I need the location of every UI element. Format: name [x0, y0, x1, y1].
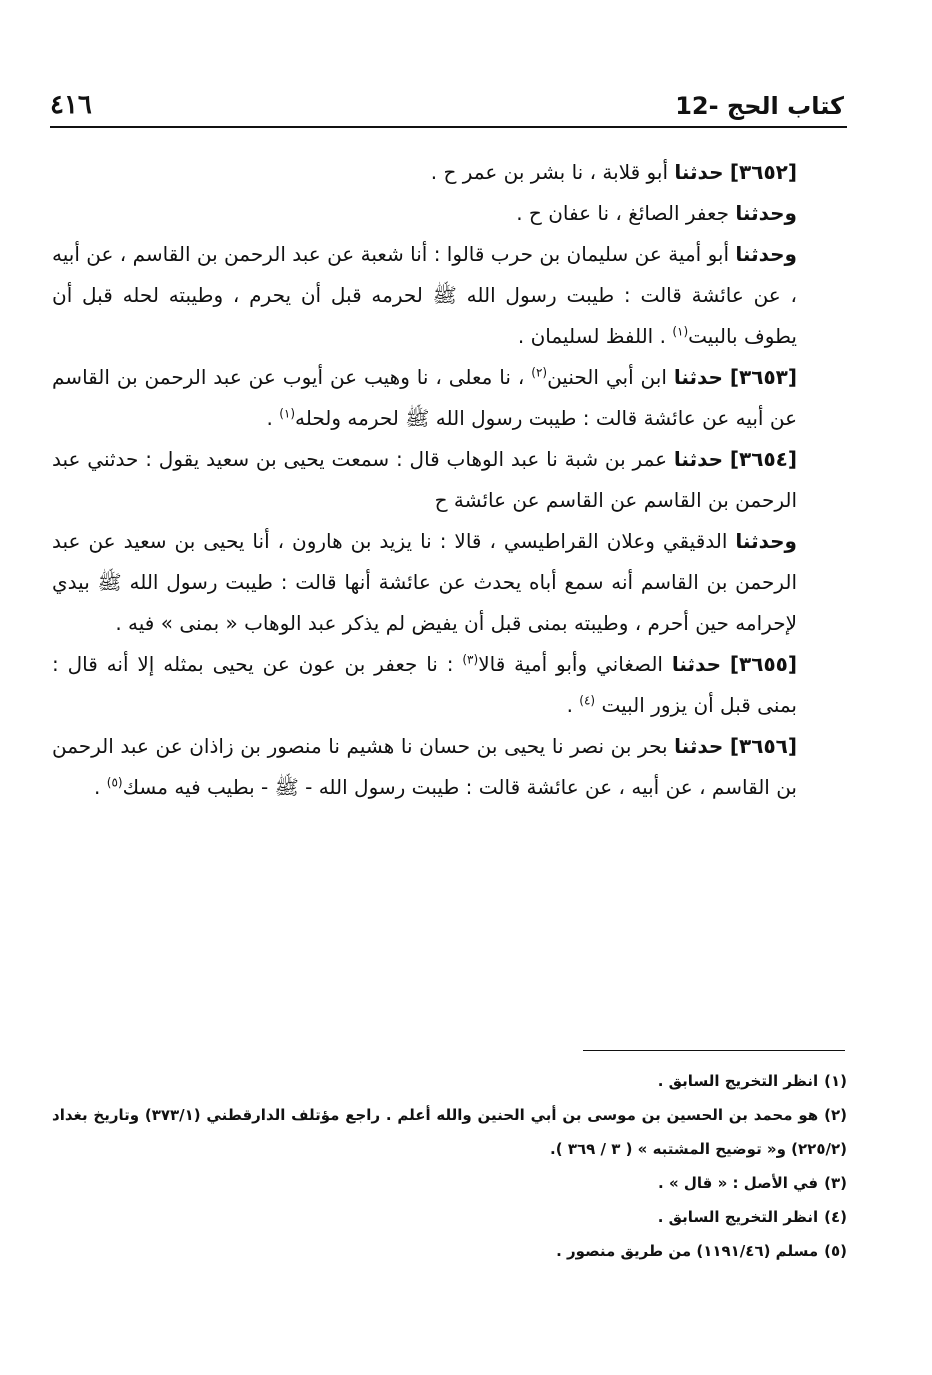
narration-lead: حدثنا	[673, 365, 723, 389]
hadith-text: ابن أبي الحنين	[547, 365, 674, 389]
narration-lead: حدثنا	[674, 160, 724, 184]
page-header	[50, 80, 844, 120]
footnote-4	[52, 1200, 847, 1234]
footnote-ref[interactable]: (٤)	[579, 693, 596, 708]
footnote-label: (٢)	[824, 1106, 847, 1124]
footnote-text: انظر التخريج السابق .	[657, 1072, 819, 1090]
hadith-3653	[52, 357, 847, 439]
footnote-label: (٣)	[824, 1174, 847, 1192]
hadith-text: أبو قلابة ، نا بشر بن عمر ح .	[430, 160, 675, 184]
narration-lead: حدثنا	[674, 734, 724, 758]
hadith-3652-chain-3	[52, 234, 847, 357]
hadith-number: [٣٦٥٢]	[729, 160, 797, 184]
narration-lead: وحدثنا	[735, 201, 797, 225]
footnote-ref[interactable]: (١)	[279, 406, 296, 421]
footnote-text: هو محمد بن الحسين بن موسى بن أبي الحنين والله أعلم . راجع مؤتلف الدارقطني (٣٧٣/١) وتاريخ بغداد (٢٢٥/٢) و« توضيح المشتبه » ( ٣ / ٣٦٩ ).	[52, 1106, 847, 1158]
footnote-ref[interactable]: (١)	[672, 324, 689, 339]
footnote-2	[52, 1098, 847, 1166]
hadith-text-tail-2: .	[566, 693, 580, 717]
hadith-3652-chain-2	[52, 193, 847, 234]
footnote-text: في الأصل : « قال » .	[658, 1174, 819, 1192]
footnote-ref[interactable]: (٥)	[106, 775, 123, 790]
chapter-title: 12- كتاب الحج	[675, 92, 844, 120]
hadith-text: بحر بن نصر نا يحيى بن حسان نا هشيم نا منصور بن زاذان عن عبد الرحمن بن القاسم ، عن أبيه ، عن عائشة قالت : طيبت رسول الله - ﷺ - بطيب فيه مسك	[52, 734, 797, 799]
hadith-number: [٣٦٥٤]	[729, 447, 797, 471]
footnote-5	[52, 1234, 847, 1268]
main-text	[52, 152, 847, 808]
footnotes	[52, 1064, 847, 1268]
hadith-3656	[52, 726, 847, 808]
narration-lead: حدثنا	[671, 652, 722, 676]
hadith-3652	[52, 152, 847, 193]
hadith-text-tail: ، نا معلى ، نا وهيب عن أيوب عن عبد الرحمن بن القاسم عن أبيه عن عائشة قالت : طيبت رسول الله ﷺ لحرمه ولحله	[52, 365, 797, 430]
hadith-text-tail: . اللفظ لسليمان .	[517, 324, 673, 348]
footnote-label: (١)	[824, 1072, 847, 1090]
hadith-text-tail: .	[94, 775, 107, 799]
hadith-text: الدقيقي وعلان القراطيسي ، قالا : نا يزيد بن هارون ، أنا يحيى بن سعيد عن عبد الرحمن بن القاسم أنه سمع أباه يحدث عن عائشة أنها قالت : طيبت رسول الله ﷺ بيدي لإحرامه حين أحرم ، وطيبته بمنى قبل أن يفيض لم يذكر عبد الوهاب « بمنى » فيه .	[52, 529, 797, 635]
footnote-3	[52, 1166, 847, 1200]
hadith-3655	[52, 644, 847, 726]
footnote-divider	[583, 1050, 845, 1051]
hadith-text-tail-2: .	[266, 406, 280, 430]
footnote-label: (٥)	[824, 1242, 847, 1260]
hadith-text-tail: : نا جعفر بن عون عن يحيى بمثله إلا أنه قال : بمنى قبل أن يزور البيت	[52, 652, 797, 717]
hadith-number: [٣٦٥٦]	[729, 734, 798, 758]
narration-lead: حدثنا	[673, 447, 724, 471]
footnote-ref[interactable]: (٢)	[531, 365, 548, 380]
footnote-1	[52, 1064, 847, 1098]
hadith-number: [٣٦٥٣]	[729, 365, 797, 389]
hadith-text: أبو أمية عن سليمان بن حرب قالوا : أنا شعبة عن عبد الرحمن بن القاسم ، عن أبيه ، عن عائشة قالت : طيبت رسول الله ﷺ لحرمه قبل أن يحرم ، وطيبته لحله قبل أن يطوف بالبيت	[52, 242, 797, 348]
hadith-3654-chain-2	[52, 521, 847, 644]
hadith-3654	[52, 439, 847, 521]
footnote-label: (٤)	[824, 1208, 847, 1226]
hadith-text: جعفر الصائغ ، نا عفان ح .	[516, 201, 736, 225]
narration-lead: وحدثنا	[735, 529, 797, 553]
hadith-number: [٣٦٥٥]	[729, 652, 797, 676]
header-divider	[50, 126, 847, 128]
footnote-ref[interactable]: (٣)	[462, 652, 479, 667]
page-number: ٤١٦	[50, 90, 92, 120]
narration-lead: وحدثنا	[735, 242, 797, 266]
footnote-text: انظر التخريج السابق .	[657, 1208, 819, 1226]
hadith-text: عمر بن شبة نا عبد الوهاب قال : سمعت يحيى بن سعيد يقول : حدثني عبد الرحمن بن القاسم عن القاسم عن عائشة ح	[52, 447, 797, 512]
footnote-text: مسلم (١١٩١/٤٦) من طريق منصور .	[556, 1242, 819, 1260]
hadith-text: الصغاني وأبو أمية قالا	[478, 652, 672, 676]
